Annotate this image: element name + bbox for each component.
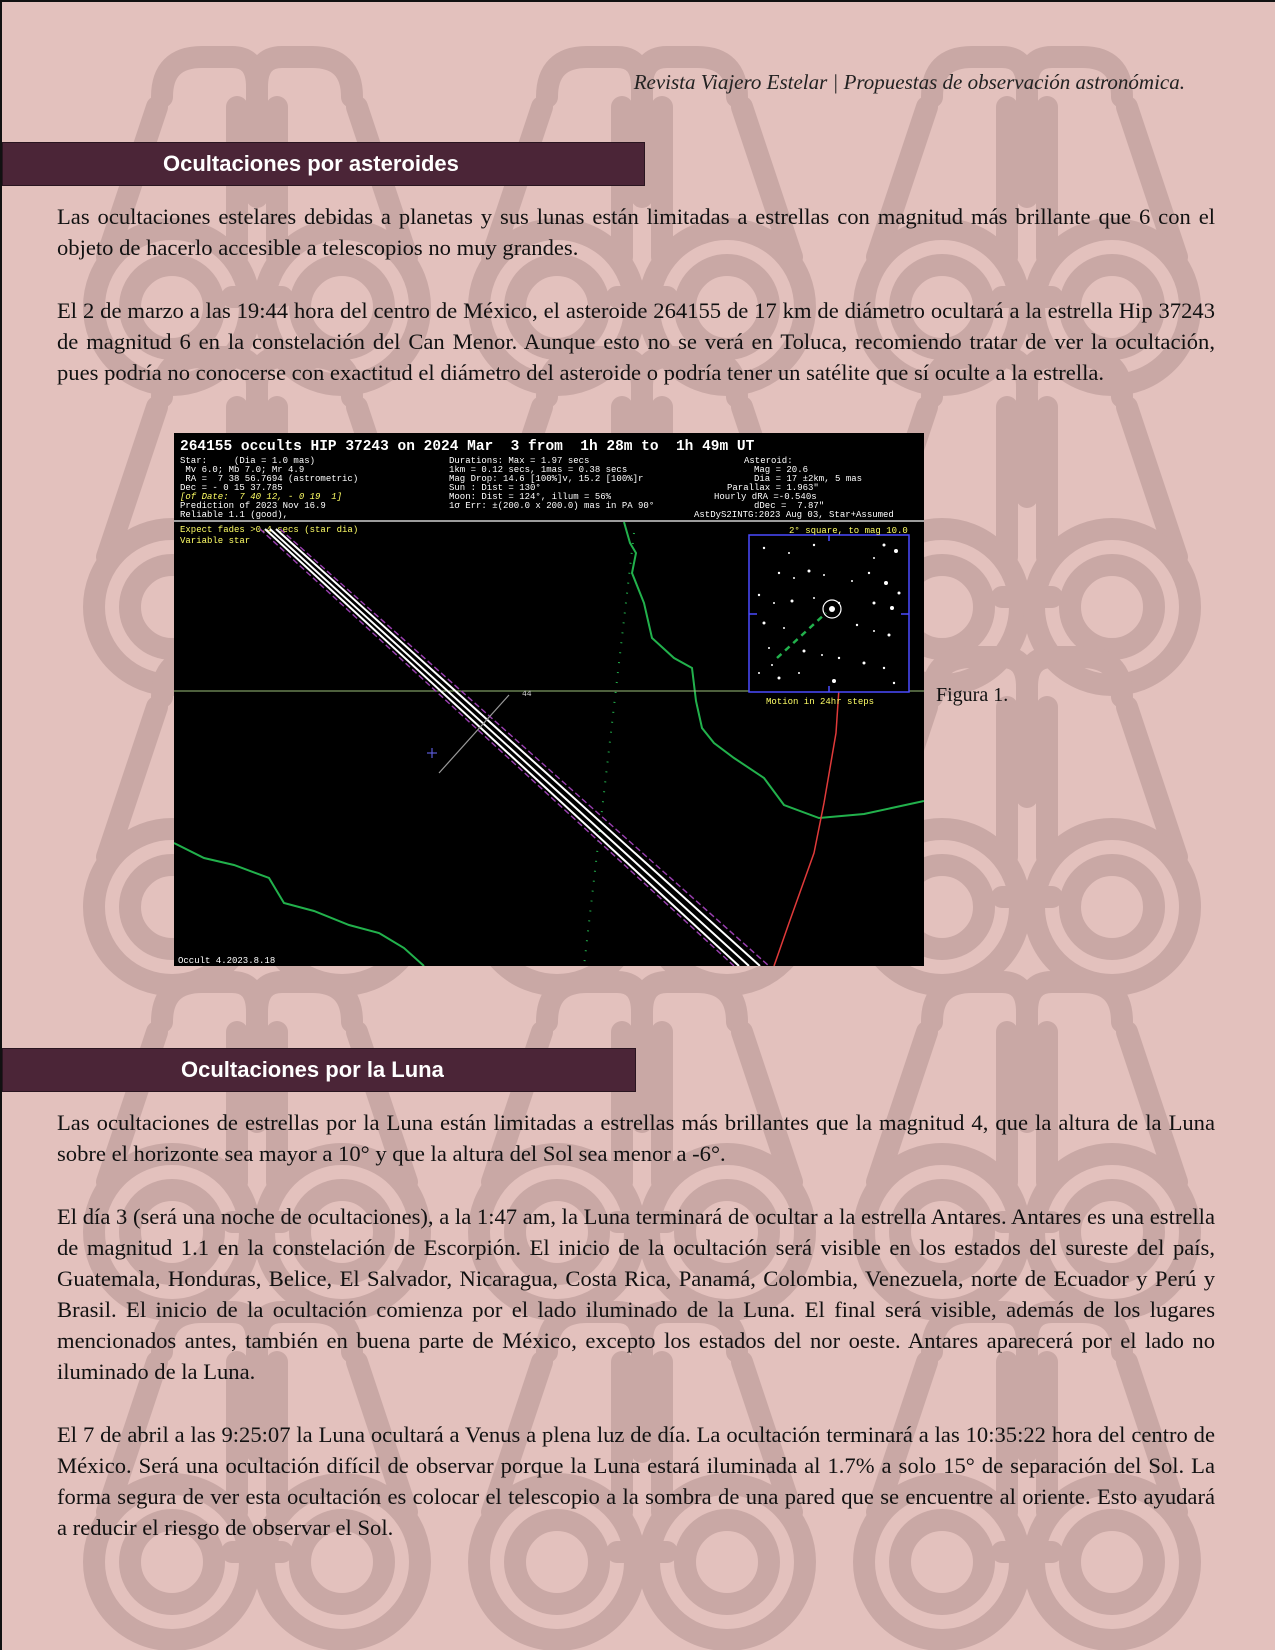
figure-info: AstDyS2INTG:2023 Aug 03, Star+Assumed: [694, 510, 894, 520]
figure-info: Reliable 1.1 (good),: [180, 510, 289, 520]
section-heading-moon-text: Ocultaciones por la Luna: [181, 1057, 444, 1082]
figure-info: Parallax = 1.963": [727, 483, 819, 493]
figure-info: Mv 6.0; Mb 7.0; Mr 4.9: [180, 465, 305, 475]
section-heading-asteroids: [2, 142, 645, 186]
inset-title: 2° square, to mag 10.0: [789, 526, 908, 536]
figure-info: Prediction of 2023 Nov 16.9: [180, 501, 326, 511]
center-label: 44: [522, 690, 532, 699]
paragraph: Las ocultaciones de estrellas por la Luna están limitadas a estrellas más brillantes que la magnitud 4, que la altura de la Luna sobre el horizonte sea mayor a 10° y que la altura del Sol sea menor a -6°.: [57, 1110, 1215, 1166]
figure-info: RA = 7 38 56.7694 (astrometric): [180, 474, 359, 484]
figure-info: dDec = 7.87": [754, 501, 825, 511]
figure-info: [of Date: 7 40 12, - 0 19 1]: [180, 492, 343, 502]
figure-info: 1σ Err: ±(200.0 x 200.0) mas in PA 90°: [449, 501, 655, 511]
occultation-map: [174, 433, 924, 966]
section-heading-asteroids-text: Ocultaciones por asteroides: [163, 151, 459, 176]
paragraph: El 7 de abril a las 9:25:07 la Luna ocultará a Venus a plena luz de día. La ocultación terminará a las 10:35:22 hora del centro de México. Será una ocultación difícil de observar porque la Luna estará iluminada al 1.7% a solo 15° de separación del Sol. La forma segura de ver esta ocultación es colocar el telescopio a la sombra de una pared que se encuentre al oriente. Esto ayudará a reducir el riesgo de observar el Sol.: [57, 1422, 1215, 1540]
figure-info: Mag = 20.6: [754, 465, 809, 475]
figure-footer: Occult 4.2023.8.18: [178, 956, 276, 966]
figure-info: Mag Drop: 14.6 [100%]v, 15.2 [100%]r: [449, 474, 644, 484]
figure-info: Dia = 17 ±2km, 5 mas: [754, 474, 863, 484]
inset-star-field: [749, 526, 909, 707]
figure-caption: Figura 1.: [936, 684, 1009, 706]
figure-info: Moon: Dist = 124°, illum = 56%: [449, 492, 612, 502]
figure-note: Expect fades >0.4 secs (star dia): [180, 525, 359, 535]
running-header: Revista Viajero Estelar | Propuestas de observación astronómica.: [633, 70, 1185, 94]
figure-title: 264155 occults HIP 37243 on 2024 Mar 3 from 1h 28m to 1h 49m UT: [180, 439, 755, 455]
paragraph: Las ocultaciones estelares debidas a planetas y sus lunas están limitadas a estrellas con magnitud más brillante que 6 con el objeto de hacerlo accesible a telescopios no muy grandes.: [57, 204, 1215, 260]
figure-info: Hourly dRA =-0.540s: [714, 492, 817, 502]
figure-note: Variable star: [180, 536, 251, 546]
figure-info: Dec = - 0 15 37.785: [180, 483, 283, 493]
section-heading-moon: [2, 1048, 636, 1092]
figure-info: 1km = 0.12 secs, 1mas = 0.38 secs: [449, 465, 628, 475]
figure-info: Asteroid:: [744, 456, 793, 466]
paragraph: El 2 de marzo a las 19:44 hora del centro de México, el asteroide 264155 de 17 km de diámetro ocultará a la estrella Hip 37243 de magnitud 6 en la constelación del Can Menor. Aunque esto no se verá en Toluca, recomiendo tratar de ver la ocultación, pues podría no conocerse con exactitud el diámetro del asteroide o podría tener un satélite que sí oculte a la estrella.: [57, 298, 1215, 385]
paragraph: El día 3 (será una noche de ocultaciones), a la 1:47 am, la Luna terminará de ocultar a la estrella Antares. Antares es una estrella de magnitud 1.1 en la constelación de Escorpión. El inicio de la ocultación será visible en los estados del sureste del país, Guatemala, Honduras, Belice, El Salvador, Nicaragua, Costa Rica, Panamá, Colombia, Venezuela, norte de Ecuador y Perú y Brasil. El inicio de la ocultación comienza por el lado iluminado de la Luna. El final será visible, además de los lugares mencionados antes, también en buena parte de México, excepto los estados del nor oeste. Antares aparecerá por el lado no iluminado de la Luna.: [57, 1204, 1215, 1384]
occultation-map-figure: [174, 433, 924, 966]
figure-info: Star: (Dia = 1.0 mas): [180, 456, 316, 466]
figure-info: Durations: Max = 1.97 secs: [449, 456, 590, 466]
figure-info: Sun : Dist = 130°: [449, 483, 541, 493]
inset-footer: Motion in 24hr steps: [766, 697, 875, 707]
